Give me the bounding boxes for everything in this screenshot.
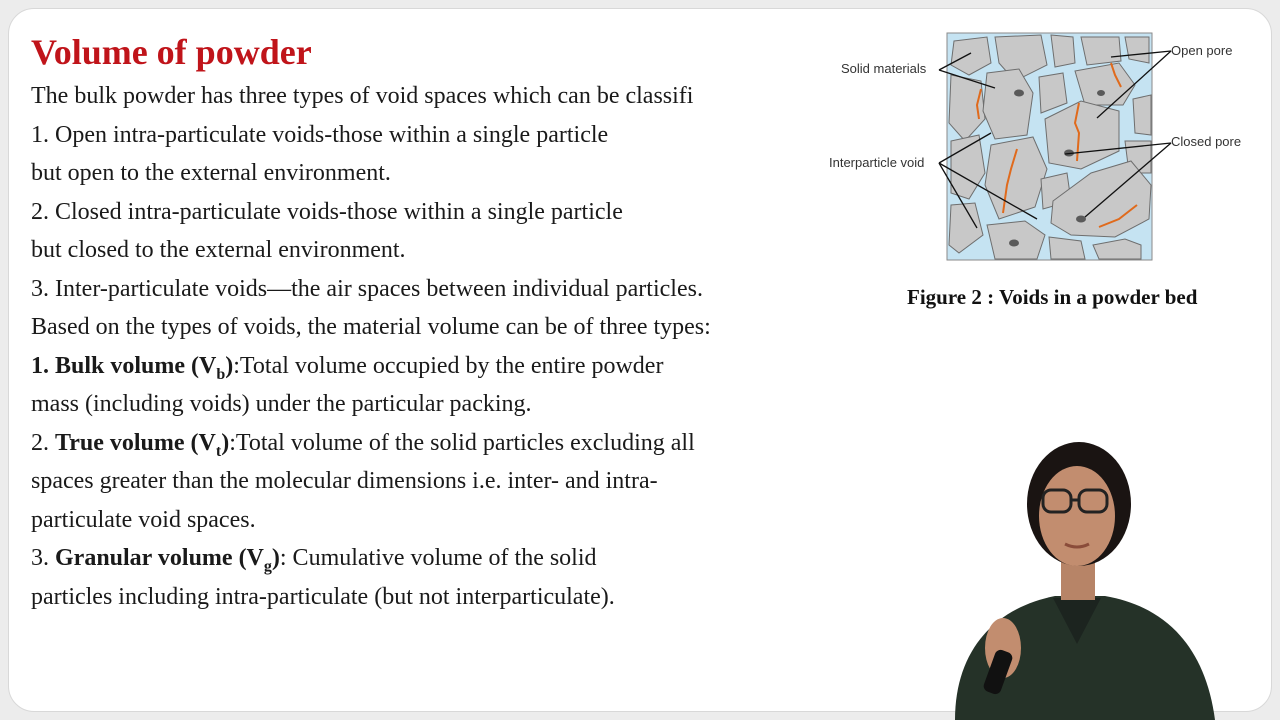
particle: [1125, 37, 1149, 63]
particle: [1051, 35, 1075, 67]
label-solid-materials: Solid materials: [841, 61, 927, 76]
bulk-volume-term: 1. Bulk volume (V: [31, 352, 217, 379]
bulk-volume-desc: :Total volume occupied by the entire powder: [233, 352, 664, 379]
true-volume-num: 2.: [31, 429, 55, 456]
granular-volume-desc: : Cumulative volume of the solid: [279, 545, 597, 571]
granular-volume-subscript: g: [263, 557, 272, 575]
true-volume-line: [31, 424, 851, 463]
closed-pore: [1097, 90, 1105, 96]
body-line-5: but closed to the external environment.: [31, 237, 406, 263]
label-open-pore: Open pore: [1171, 43, 1233, 58]
label-interparticle-void: Interparticle void: [829, 155, 925, 170]
body-line-2: 1. Open intra-particulate voids-those within a single particle: [31, 121, 609, 148]
true-volume-close: ): [221, 429, 230, 456]
presenter-face: [1039, 466, 1115, 566]
bulk-volume-line: [31, 347, 851, 386]
slide-title: Volume of powder: [31, 32, 312, 72]
slide-body: [31, 77, 851, 616]
closed-pore: [1076, 216, 1086, 223]
body-line-14: particles including intra-particulate (but not interparticulate).: [31, 583, 615, 610]
body-line-9: mass (including voids) under the particular packing.: [31, 391, 532, 417]
body-line-7: Based on the types of voids, the material volume can be of three types:: [31, 314, 711, 340]
closed-pore: [1009, 240, 1019, 247]
body-line-3: but open to the external environment.: [31, 160, 391, 186]
true-volume-desc: :Total volume of the solid particles excluding all: [229, 429, 695, 456]
particle: [1081, 37, 1121, 65]
granular-volume-num: 3.: [31, 545, 55, 571]
label-closed-pore: Closed pore: [1171, 134, 1242, 149]
granular-volume-close: ): [271, 545, 280, 571]
presenter-video: [915, 430, 1235, 720]
bulk-volume-subscript: b: [216, 365, 226, 383]
body-line-12: particulate void spaces.: [31, 506, 256, 533]
body-line-4: 2. Closed intra-particulate voids-those within a single particle: [31, 198, 623, 225]
body-line-11: spaces greater than the molecular dimensions i.e. inter- and intra-: [31, 468, 658, 494]
particle: [983, 69, 1033, 139]
powder-bed-figure: [819, 23, 1259, 273]
body-line-6: 3. Inter-particulate voids—the air spaces between individual particles.: [31, 275, 703, 302]
closed-pore: [1014, 90, 1024, 97]
granular-volume-line: [31, 539, 851, 578]
true-volume-term: True volume (V: [55, 429, 216, 456]
figure-caption: Figure 2 : Voids in a powder bed: [907, 285, 1198, 309]
bulk-volume-close: ): [225, 352, 234, 379]
granular-volume-term: Granular volume (V: [55, 545, 264, 571]
body-line-1: The bulk powder has three types of void spaces which can be classifi: [31, 83, 694, 109]
true-volume-subscript: t: [215, 442, 222, 460]
particle: [1133, 95, 1151, 135]
